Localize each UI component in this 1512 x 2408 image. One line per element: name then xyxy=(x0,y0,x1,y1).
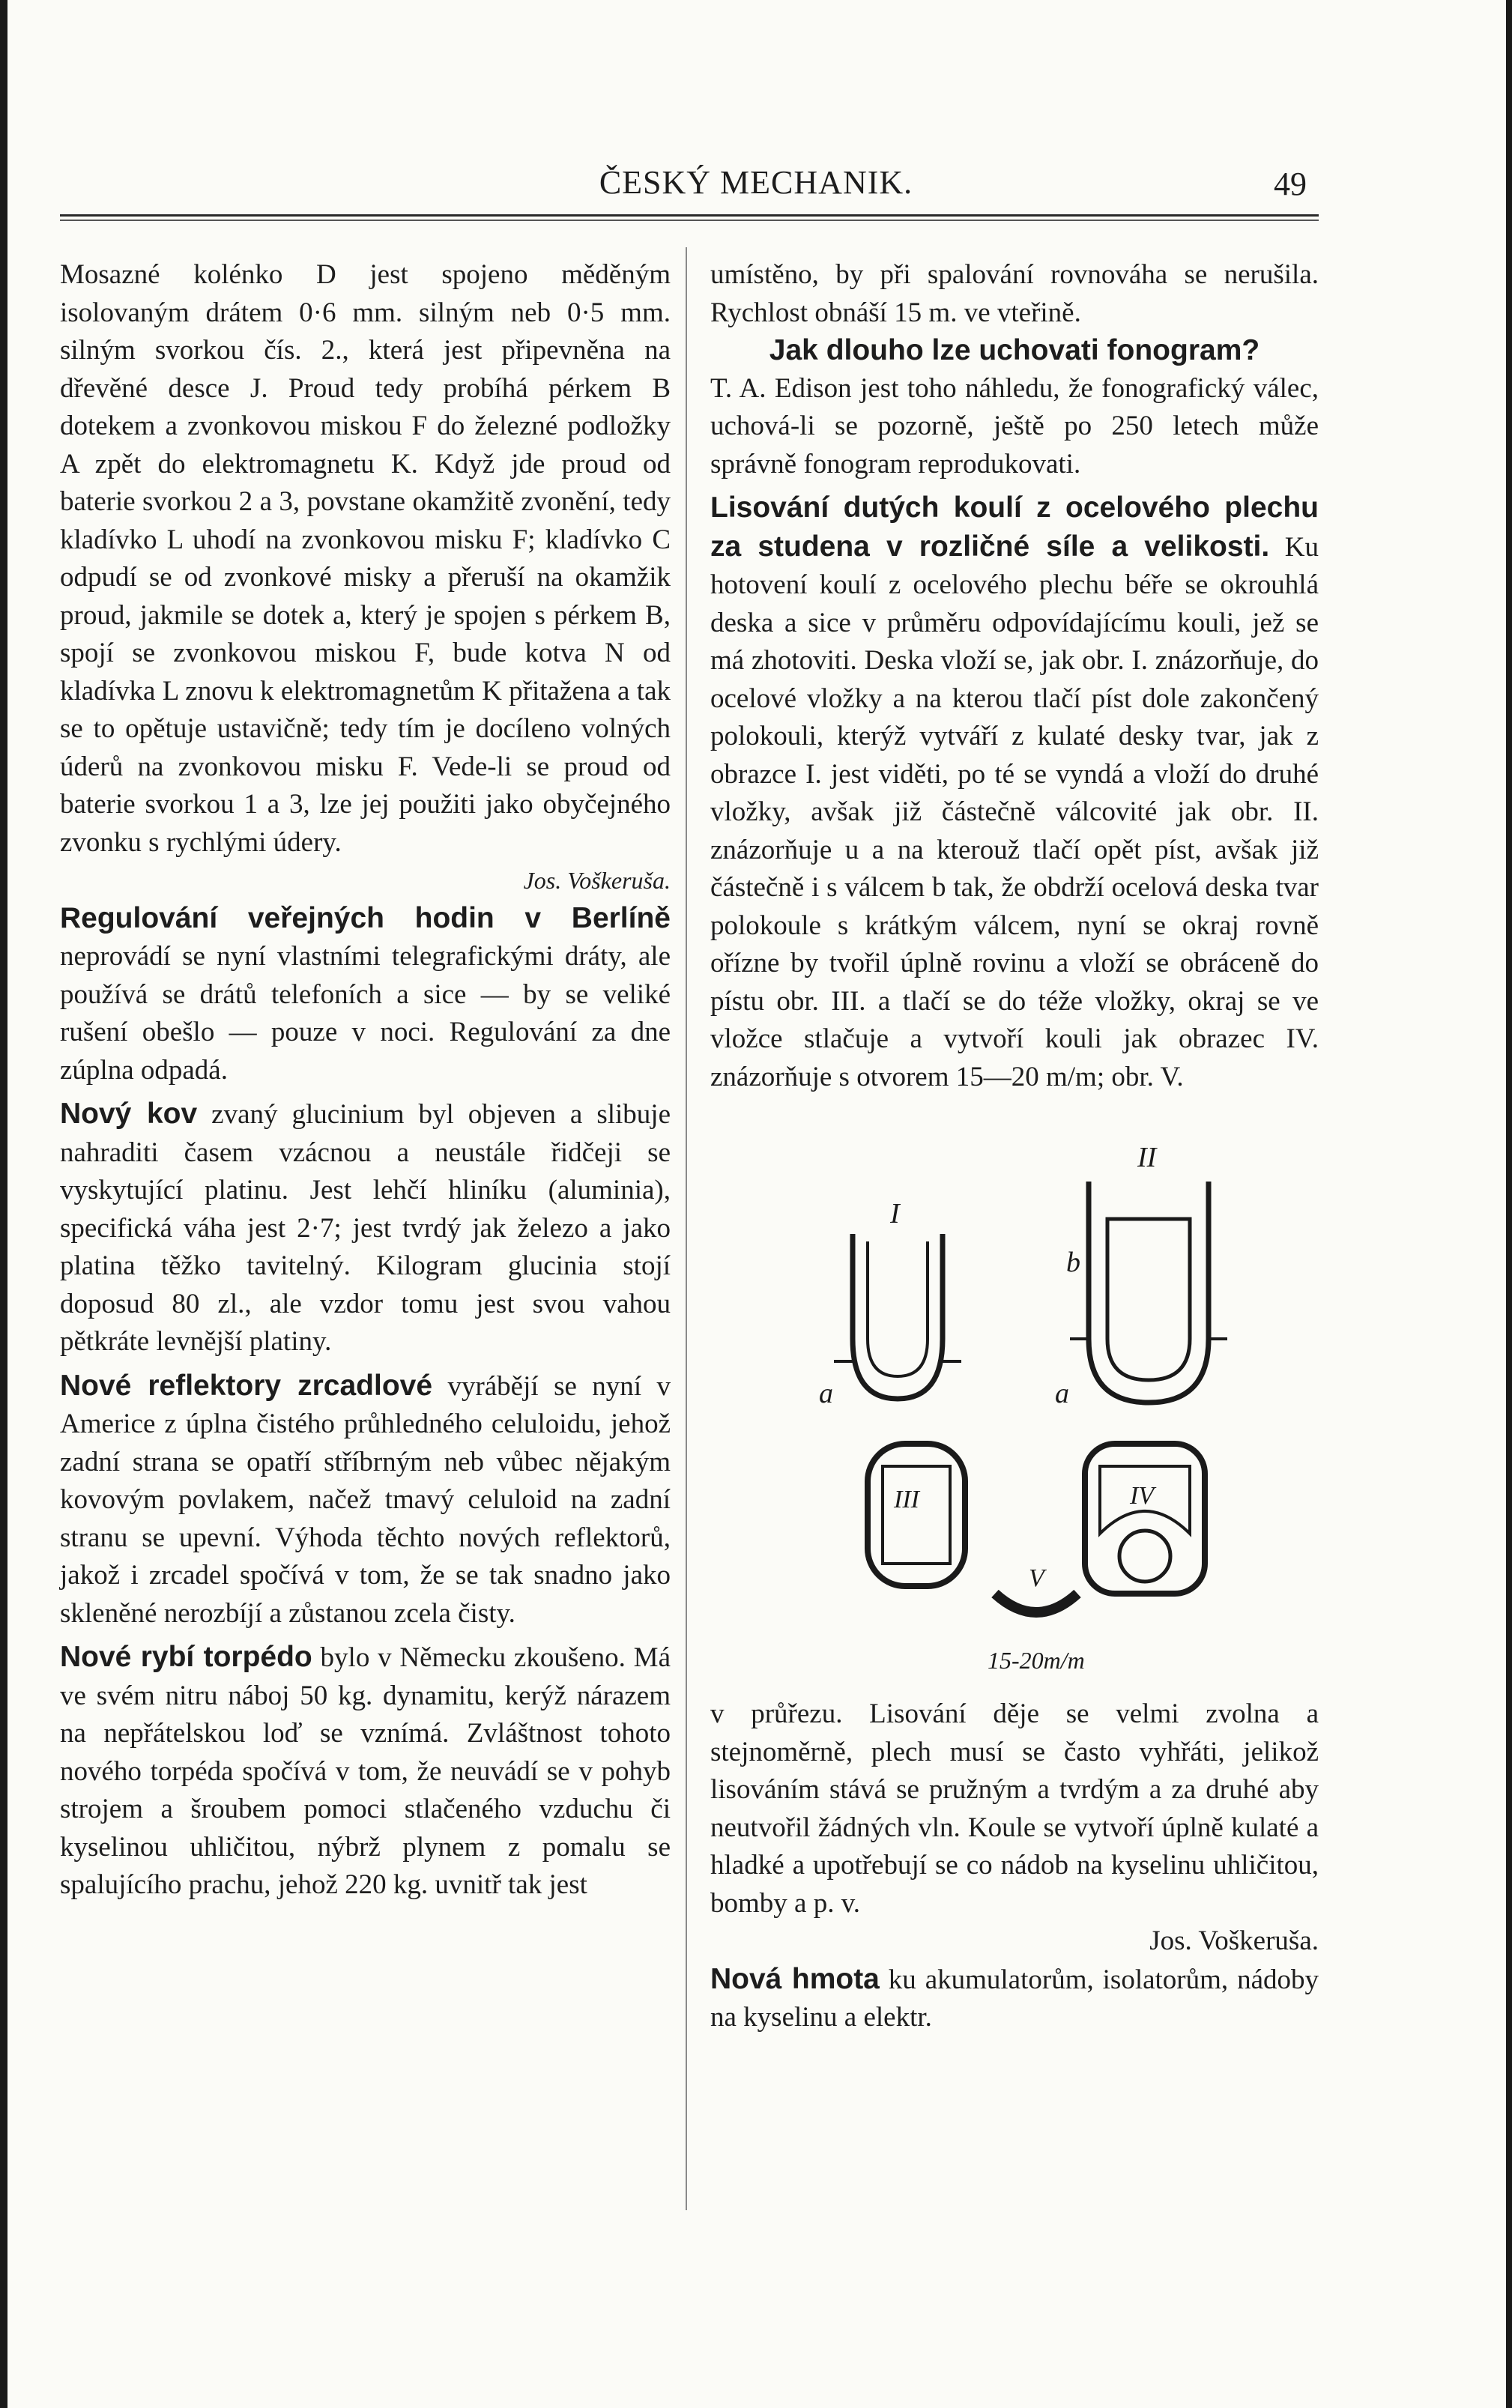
figure-four-die xyxy=(1085,1444,1205,1594)
column-divider xyxy=(686,247,687,2210)
article-new-material xyxy=(710,1961,1319,2037)
label-fig-iii: III xyxy=(894,1486,919,1513)
article-body: zvaný glucinium byl objeven a slibuje nahraditi časem vzácnou a neustále řidčeji se vyskytující platinu. Jest lehčí hliníku (aluminia), specifická váha jest 2·7; jest tvrdý jak železo a jako platina těžko tavitelný. Kilogram glucinia stojí doposud 80 zl., ale vzdor tomu jest svou vahou pětkráte levnější platiny. xyxy=(60,1099,671,1357)
article-body: Ku hotovení koulí z ocelového plechu béře se okrouhlá deska a sice v průměru odpovídajícímu kouli, jež se má zhotoviti. Deska vloží se, jak obr. I. znázorňuje, do ocelové vložky a na kterou tlačí píst dole zakončený polokouli, kterýž vytváří z kulaté desky tvar, jak z obrazce I. jest viděti, po té se vyndá a vloží do druhé vložky, avšak již částečně válcovité jak obr. II. znázorňuje u a na kterouž tlačí opět píst, avšak již částečně i s válcem b tak, že obdrží ocelová deska tvar polokoule s krátkým válcem, nyní se okraj rovně ořízne by tvořil úplně rovinu a vloží se obráceně do pístu obr. III. a tlačí se do téže vložky, okraj se ve vložce stlačuje a vytvoří kouli jak obrazec IV. znázorňuje s otvorem 15—20 m/m; obr. V. xyxy=(710,531,1319,1092)
label-a-fig-one: a xyxy=(819,1378,833,1409)
article-body: neprovádí se nyní vlastními telegrafickými dráty, ale používá se drátů telefoních a sice — by se veliké rušení obešlo — pouze v noci. Regulování za dne zúplna odpadá. xyxy=(60,941,671,1086)
page-number: 49 xyxy=(1274,166,1307,202)
label-fig-i: I xyxy=(890,1198,900,1229)
spacer xyxy=(710,483,1319,489)
article-heading: Lisování dutých koulí z ocelového plechu za studena v rozličné síle a velikosti. xyxy=(710,491,1319,563)
label-fig-ii: II xyxy=(1137,1142,1157,1173)
scan-border-left xyxy=(0,0,7,2408)
article-body: vyrábějí se nyní v Americe z úplna čistého průhledného celuloidu, jehož zadní strana se opatří stříbrným neb vůbec nějakým kovovým povlakem, načež tmavý celuloid na zadní stranu se upevní. Výhoda těchto nových reflektorů, jakož i zrcadel spočívá v tom, že se tak snadno jako skleněné nerozbíjí a zůstanou zcela čisty. xyxy=(60,1370,671,1629)
article-heading: Nová hmota xyxy=(710,1962,880,1995)
spacer xyxy=(60,1633,671,1639)
article-heading: Nové reflektory zrcadlové xyxy=(60,1369,433,1402)
article-continuation: umístěno, by při spalování rovnováha se nerušila. Rychlost obnáší 15 m. ve vteřině. xyxy=(710,259,1319,328)
article-phonogram: T. A. Edison jest toho náhledu, že fonografický válec, uchová-li se pozorně, ještě po 250 letech může správně fonogram reprodukovati. xyxy=(710,372,1319,480)
figure-three-die xyxy=(868,1444,965,1586)
article-pressing-continued: v průřezu. Lisování děje se velmi zvolna a stejnoměrně, plech musí se často vyhřáti, jelikož lisováním stává se pružným a tvrdým a za druhé aby neutvořil žádných vln. Koule se vytvoří úplně kulaté a hladké a upotřebují se co nádob na kyselinu uhličitou, bomby a p. v. xyxy=(710,1698,1319,1919)
header-rule xyxy=(60,214,1319,217)
pressing-figure xyxy=(740,1114,1310,1676)
left-column xyxy=(60,256,671,1905)
article-heading: Nové rybí torpédo xyxy=(60,1641,312,1673)
spacer xyxy=(60,1089,671,1095)
label-b: b xyxy=(1066,1247,1080,1278)
figure-two-die xyxy=(1070,1182,1227,1403)
running-header: ČESKÝ MECHANIK. xyxy=(599,164,913,201)
author-signature: Jos. Voškeruša. xyxy=(523,867,671,894)
article-paragraph-bell: Mosazné kolénko D jest spojeno měděným isolovaným drátem 0·6 mm. silným neb 0·5 mm. silným svorkou čís. 2., která jest připevněna na dřevěné desce J. Proud tedy probíhá pérkem B dotekem a zvonkovou miskou F do železné podložky A zpět do elektromagnetu K. Když jde proud od baterie svorkou 2 a 3, povstane okamžitě zvonění, tedy kladívko L uhodí na zvonkovou misku F; kladívko C odpudí se od zvonkové misky a přeruší na okamžik proud, jakmile se dotek a, který je spojen s pérkem B, spojí se zvonkovou miskou F, bude kotva N od kladívka L znovu k elektromagnetům K přitažena a tak se to opětuje ustavičně; tedy tím je docíleno volných úderů na zvonkovou misku F. Vede-li se proud od baterie svorkou 1 a 3, lze jej použiti jako obyčejného zvonku s rychlými údery. xyxy=(60,259,671,858)
author-signature: Jos. Voškeruša. xyxy=(1149,1926,1319,1956)
article-pressing xyxy=(710,489,1319,1096)
article-torpedo xyxy=(60,1639,671,1905)
figure-one-die xyxy=(834,1234,961,1399)
scan-border-right xyxy=(1506,0,1512,2408)
article-reflectors xyxy=(60,1367,671,1633)
label-dimension: 15-20m/m xyxy=(988,1647,1085,1674)
article-heading: Regulování veřejných hodin v Berlíně xyxy=(60,901,671,934)
article-new-metal xyxy=(60,1095,671,1361)
header-rule-thin xyxy=(60,220,1319,221)
article-regulation xyxy=(60,900,671,1090)
spacer xyxy=(60,1361,671,1367)
article-heading-phonogram: Jak dlouho lze uchovati fonogram? xyxy=(769,334,1260,366)
article-body: ku akumulatorům, isolatorům, nádoby na kyselinu a elektr. xyxy=(710,1964,1319,2033)
figure-five-section xyxy=(995,1594,1077,1612)
label-fig-iv: IV xyxy=(1130,1482,1155,1510)
label-a-fig-two: a xyxy=(1055,1378,1069,1409)
article-body: bylo v Německu zkoušeno. Má ve svém nitru náboj 50 kg. dynamitu, kerýž nárazem na nepřátelskou loď se vznímá. Zvláštnost tohoto nového torpéda spočívá v tom, že neuvádí se v pohyb strojem a šroubem pomoci stlačeného vzduchu či kyselinou uhličitou, nýbrž plynem z pomalu se spalujícího prachu, jehož 220 kg. uvnitř tak jest xyxy=(60,1642,671,1900)
right-column xyxy=(710,256,1319,2037)
article-heading: Nový kov xyxy=(60,1098,198,1130)
label-fig-v: V xyxy=(1029,1564,1044,1592)
